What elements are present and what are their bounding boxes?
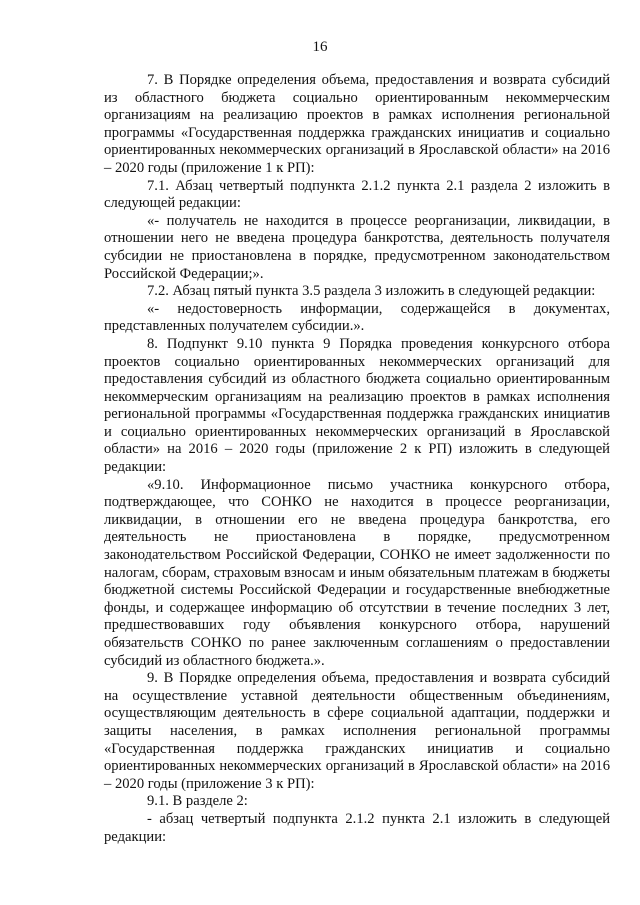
document-body bbox=[104, 72, 610, 846]
paragraph-9-1-item: - абзац четвертый подпункта 2.1.2 пункта 2.1 изложить в следующей редакции: bbox=[104, 810, 610, 845]
paragraph-7-2-quote: «- недостоверность информации, содержащейся в документах, представленных получателем субсидии.». bbox=[104, 300, 610, 335]
paragraph-7-1-quote: «- получатель не находится в процессе реорганизации, ликвидации, в отношении него не введена процедура банкротства, деятельность получателя субсидии не приостановлена в порядке, предусмотренном законодательством Российской Федерации;». bbox=[104, 212, 610, 282]
paragraph-7: 7. В Порядке определения объема, предоставления и возврата субсидий из областного бюджета социально ориентированным некоммерческим организациям на реализацию проектов в рамках исполнения региональной программы «Государственная поддержка гражданских инициатив и социально ориентированных некоммерческих организаций в Ярославской области» на 2016 – 2020 годы (приложение 1 к РП): bbox=[104, 72, 610, 176]
paragraph-9-1: 9.1. В разделе 2: bbox=[147, 793, 248, 810]
paragraph-8: 8. Подпункт 9.10 пункта 9 Порядка проведения конкурсного отбора проектов социально ориентированных некоммерческих организаций для предоставления субсидий из областного бюджета социально ориентированным некоммерческим организациям на реализацию проектов в рамках исполнения региональной программы «Государственная поддержка гражданских инициатив и социально ориентированных некоммерческих организаций в Ярославской области» на 2016 – 2020 годы (приложение 2 к РП) изложить в следующей редакции: bbox=[104, 335, 610, 476]
paragraph-7-1: 7.1. Абзац четвертый подпункта 2.1.2 пункта 2.1 раздела 2 изложить в следующей редакции: bbox=[104, 177, 610, 212]
paragraph-7-2: 7.2. Абзац пятый пункта 3.5 раздела 3 изложить в следующей редакции: bbox=[147, 283, 596, 300]
paragraph-8-quote: «9.10. Информационное письмо участника конкурсного отбора, подтверждающее, что СОНКО не находится в процессе реорганизации, ликвидации, в отношении его не введена процедура банкротства, его деятельность не приостановлена в порядке, предусмотренном законодательством Российской Федерации, СОНКО не имеет задолженности по налогам, сборам, страховым взносам и иным обязательным платежам в бюджеты бюджетной системы Российской Федерации и государственные внебюджетные фонды, и содержащее информацию об отсутствии в течение последних 3 лет, предшествовавших году объявления конкурсного отбора, нарушений обязательств СОНКО по ранее заключенным соглашениям о предоставлении субсидий из областного бюджета.». bbox=[104, 476, 610, 669]
page-number: 16 bbox=[312, 39, 328, 55]
paragraph-9: 9. В Порядке определения объема, предоставления и возврата субсидий на осуществление уставной деятельности общественным объединениям, осуществляющим деятельность в сфере социальной адаптации, поддержки и защиты населения, в рамках исполнения региональной программы «Государственная поддержка гражданских инициатив и социально ориентированных некоммерческих организаций в Ярославской области» на 2016 – 2020 годы (приложение 3 к РП): bbox=[104, 670, 610, 792]
